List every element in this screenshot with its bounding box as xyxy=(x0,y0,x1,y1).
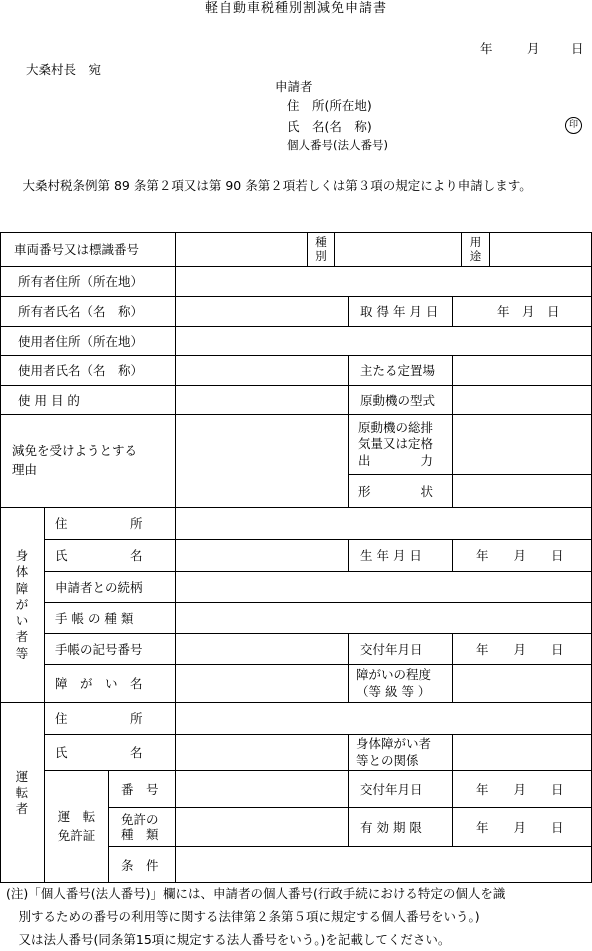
disabled-address-label: 住 所 xyxy=(55,516,143,531)
shape-field[interactable] xyxy=(453,475,591,507)
month-label: 月 xyxy=(527,41,540,56)
applicant-my-number-label: 個人番号(法人番号) xyxy=(287,138,388,152)
driver-name-field[interactable] xyxy=(176,735,348,770)
driver-name-label: 氏 名 xyxy=(55,745,143,760)
license-issue-date-field[interactable]: 年 月 日 xyxy=(476,781,564,797)
conditions-field[interactable] xyxy=(176,847,591,883)
driver-address-field[interactable] xyxy=(176,703,591,734)
handbook-number-field[interactable] xyxy=(176,634,348,664)
displacement-label: 原動機の総排 気量又は定格 出 力 xyxy=(358,420,434,468)
applicant-address-label: 住 所(所在地) xyxy=(287,98,372,113)
note-line-2: 別するための番号の利用等に関する法律第２条第５項に規定する個人番号をいう。) xyxy=(6,909,480,924)
driver-relation-label: 身体障がい者 等との関係 xyxy=(356,736,432,768)
year-label: 年 xyxy=(480,41,493,56)
valid-period-label: 有 効 期 限 xyxy=(360,819,422,835)
vehicle-number-label: 車両番号又は標識番号 xyxy=(14,241,140,257)
disability-degree-label: 障がいの程度 （等 級 等 ） xyxy=(356,667,432,699)
applicant-name-label: 氏 名(名 称) xyxy=(287,119,372,134)
purpose-field[interactable] xyxy=(176,386,348,414)
shape-label: 形 状 xyxy=(358,483,434,499)
disabled-name-field[interactable] xyxy=(176,540,348,571)
owner-address-label: 所有者住所（所在地） xyxy=(18,274,144,289)
form-title: 軽自動車税種別割減免申請書 xyxy=(204,1,387,16)
license-type-field[interactable] xyxy=(176,808,348,846)
disability-name-label: 障 が い 名 xyxy=(55,676,143,691)
type-label: 種 別 xyxy=(315,234,327,263)
user-name-field[interactable] xyxy=(176,356,348,385)
owner-name-label: 所有者氏名（名 称） xyxy=(18,304,144,319)
use-field[interactable] xyxy=(490,232,591,266)
storage-place-field[interactable] xyxy=(453,356,591,385)
note-line-1: (注)「個人番号(法人番号)」欄には、申請者の個人番号(行政手続における特定の個人を識 xyxy=(6,886,506,901)
engine-model-label: 原動機の型式 xyxy=(360,392,436,408)
disabled-person-group-label: 身 体 障 が い 者 等 xyxy=(15,548,29,661)
statement-text: 大桑村税条例第 89 条第２項又は第 90 条第２項若しくは第３項の規定により申請します。 xyxy=(22,178,532,193)
license-issue-date-label: 交付年月日 xyxy=(360,781,423,797)
storage-place-label: 主たる定置場 xyxy=(360,363,436,378)
seal-icon: 印 xyxy=(565,117,582,134)
birth-date-field[interactable]: 年 月 日 xyxy=(476,548,564,563)
use-label: 用 途 xyxy=(469,234,482,263)
issue-date-label: 交付年月日 xyxy=(360,641,423,657)
license-number-field[interactable] xyxy=(176,771,348,807)
addressee: 大桑村長 宛 xyxy=(26,62,102,77)
issue-date-field[interactable]: 年 月 日 xyxy=(476,641,564,657)
acquisition-date-field[interactable]: 年 月 日 xyxy=(497,304,560,319)
relation-field[interactable] xyxy=(176,572,591,602)
disability-name-field[interactable] xyxy=(176,665,348,702)
note-line-3: 又は法人番号(同条第15項に規定する法人番号をいう。)を記載してください。 xyxy=(6,932,451,947)
user-name-label: 使用者氏名（名 称） xyxy=(18,363,144,378)
type-field[interactable] xyxy=(335,232,461,266)
disabled-name-label: 氏 名 xyxy=(55,548,143,563)
handbook-type-label: 手 帳 の 種 類 xyxy=(55,610,134,626)
owner-name-field[interactable] xyxy=(176,297,348,326)
disability-degree-field[interactable] xyxy=(453,665,591,702)
valid-period-field[interactable]: 年 月 日 xyxy=(476,819,564,835)
handbook-number-label: 手帳の記号番号 xyxy=(55,641,143,657)
displacement-field[interactable] xyxy=(453,415,591,474)
birth-date-label: 生 年 月 日 xyxy=(360,548,422,563)
conditions-label: 条 件 xyxy=(121,857,159,873)
acquisition-date-label: 取 得 年 月 日 xyxy=(360,304,439,319)
relation-label: 申請者との続柄 xyxy=(55,579,143,595)
day-label: 日 xyxy=(571,41,584,56)
applicant-label: 申請者 xyxy=(275,79,313,94)
driver-address-label: 住 所 xyxy=(55,711,143,726)
reason-label: 減免を受けようとする 理由 xyxy=(12,443,138,477)
reason-field[interactable] xyxy=(176,415,348,507)
driver-relation-field[interactable] xyxy=(453,735,591,770)
user-address-field[interactable] xyxy=(176,327,591,355)
driver-group-label: 運 転 者 xyxy=(15,768,29,817)
license-number-label: 番 号 xyxy=(121,781,159,797)
engine-model-field[interactable] xyxy=(453,386,591,414)
driver-license-label: 運 転 免許証 xyxy=(57,809,96,843)
purpose-label: 使 用 目 的 xyxy=(18,392,80,408)
vehicle-number-field[interactable] xyxy=(176,232,307,266)
handbook-type-field[interactable] xyxy=(176,603,591,633)
disabled-address-field[interactable] xyxy=(176,508,591,539)
owner-address-field[interactable] xyxy=(176,267,591,296)
application-form-table xyxy=(0,232,592,883)
license-type-label: 免許の 種 類 xyxy=(121,812,159,842)
user-address-label: 使用者住所（所在地） xyxy=(18,333,144,349)
